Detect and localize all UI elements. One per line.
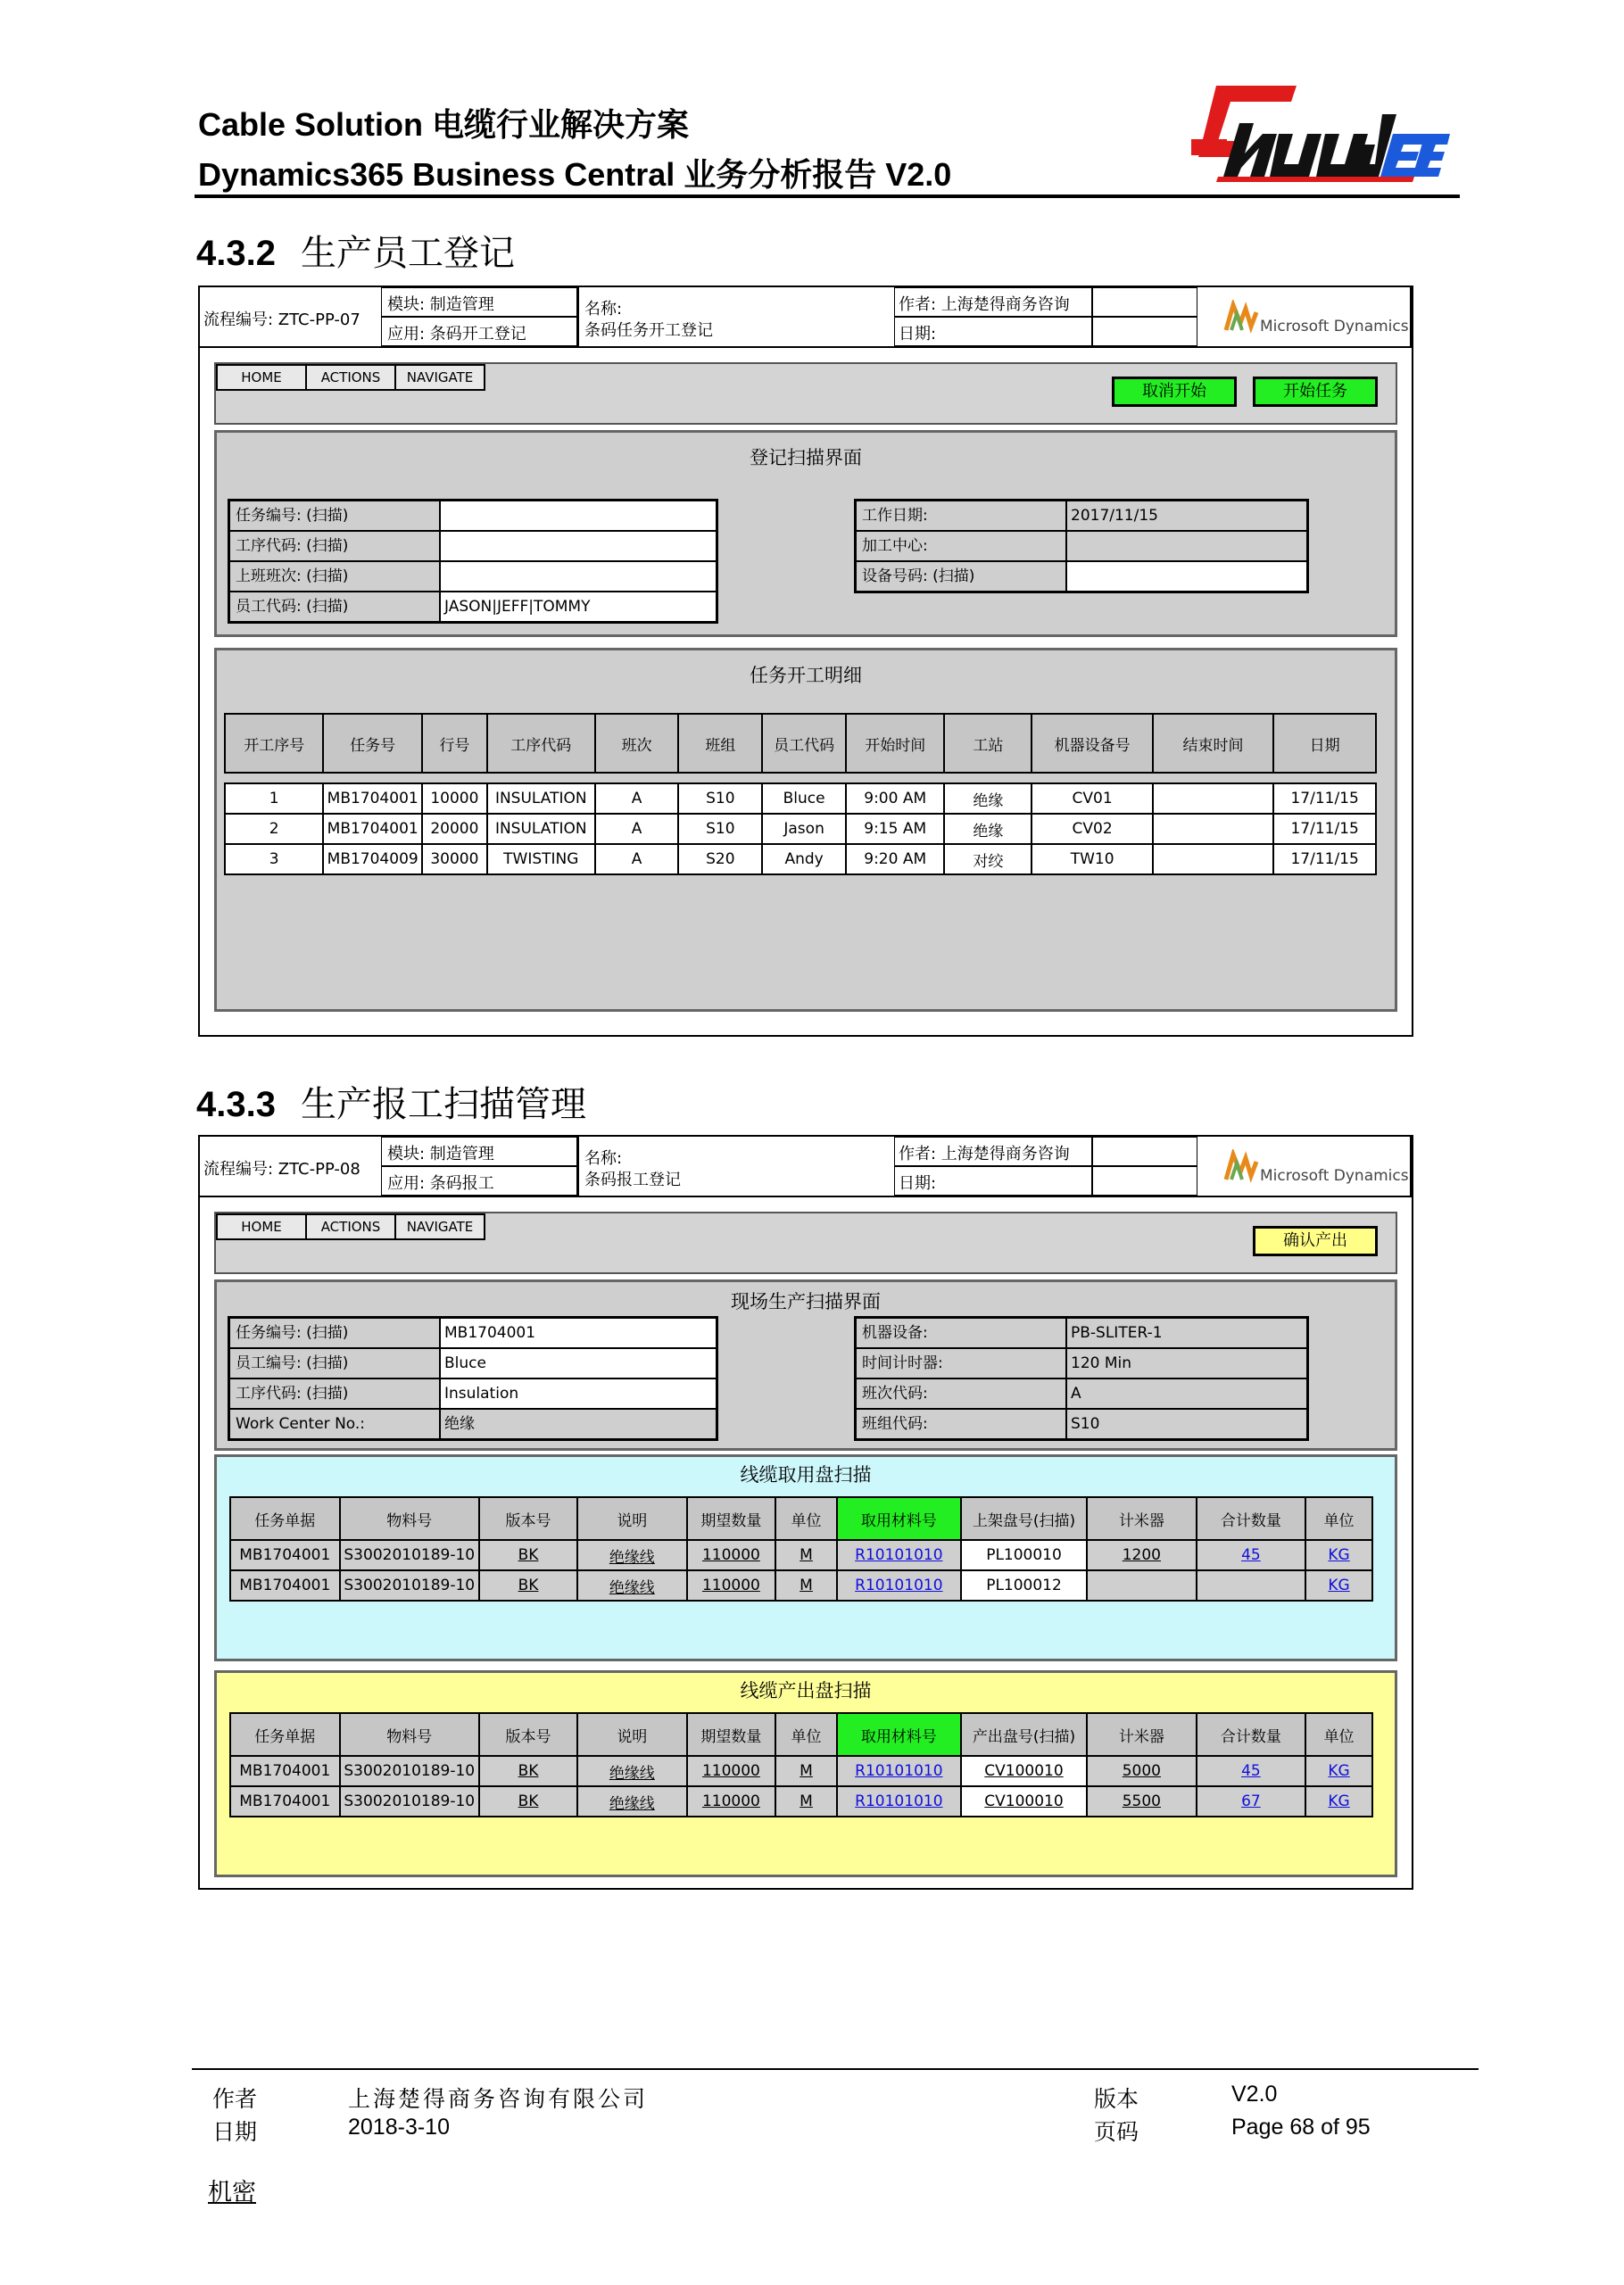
work-center-value: 绝缘 xyxy=(440,1409,717,1439)
machine-value: PB-SLITER-1 xyxy=(1066,1318,1307,1348)
consume-table xyxy=(229,1496,1373,1602)
material-link[interactable]: R10101010 xyxy=(837,1570,961,1601)
col-header: 员工代码 xyxy=(762,714,846,773)
table-cell: 绝缘线 xyxy=(577,1540,687,1570)
field-shift-code xyxy=(856,1378,1307,1409)
unit-link[interactable]: KG xyxy=(1305,1540,1372,1570)
section-number: 4.3.2 xyxy=(196,234,276,273)
reel-scan-input[interactable]: PL100012 xyxy=(961,1570,1087,1601)
process-number: 流程编号: ZTC-PP-08 xyxy=(203,1160,360,1179)
meta-header xyxy=(200,287,1412,348)
col-header: 产出盘号(扫描) xyxy=(961,1713,1087,1756)
table-cell: 9:00 AM xyxy=(846,783,944,814)
field-label: 工作日期: xyxy=(856,501,1066,531)
table-cell: 绝缘线 xyxy=(577,1756,687,1786)
table-cell: 对绞 xyxy=(944,844,1032,874)
col-header: 班组 xyxy=(678,714,762,773)
scan-panel xyxy=(214,430,1397,637)
col-header: 机器设备号 xyxy=(1032,714,1152,773)
process-frame-432 xyxy=(198,286,1413,1037)
start-detail-table xyxy=(224,713,1377,875)
module-label: 模块: 制造管理 xyxy=(381,1137,577,1166)
field-label: 任务编号: (扫描) xyxy=(229,501,440,531)
work-date-value: 2017/11/15 xyxy=(1066,501,1307,531)
col-header: 日期 xyxy=(1273,714,1376,773)
unit-link[interactable]: KG xyxy=(1305,1570,1372,1601)
col-header: 任务单据 xyxy=(230,1713,340,1756)
table-cell: INSULATION xyxy=(487,814,595,844)
col-header: 单位 xyxy=(1305,1713,1372,1756)
footer-date-label: 日期 xyxy=(212,2119,258,2145)
footer-page-label: 页码 xyxy=(1094,2119,1139,2145)
table-cell: 30000 xyxy=(422,844,487,874)
action-toolbar xyxy=(214,362,1397,425)
table-row[interactable] xyxy=(230,1570,1372,1601)
table-cell: MB1704001 xyxy=(323,814,421,844)
table-cell: MB1704001 xyxy=(230,1570,340,1601)
brand-text: Microsoft Dynamics xyxy=(1260,318,1409,335)
table-cell xyxy=(1153,783,1273,814)
section-heading-433 xyxy=(196,1076,586,1127)
table-cell: CV02 xyxy=(1032,814,1152,844)
table-row[interactable] xyxy=(225,783,1376,814)
table-cell: 2 xyxy=(225,814,323,844)
table-cell: Andy xyxy=(762,844,846,874)
brand-text: Microsoft Dynamics xyxy=(1260,1167,1409,1185)
total-qty-link[interactable]: 45 xyxy=(1197,1540,1306,1570)
output-table xyxy=(229,1712,1373,1817)
field-device xyxy=(856,561,1307,592)
table-cell: 3 xyxy=(225,844,323,874)
table-cell: 绝缘 xyxy=(944,783,1032,814)
nav-actions[interactable]: ACTIONS xyxy=(305,1213,396,1240)
table-cell xyxy=(1153,844,1273,874)
table-cell: Jason xyxy=(762,814,846,844)
table-cell: M xyxy=(775,1540,837,1570)
footer-date: 2018-3-10 xyxy=(348,2115,450,2140)
table-row[interactable] xyxy=(225,814,1376,844)
shift-code-value: A xyxy=(1066,1378,1307,1409)
reel-scan-input[interactable]: CV100010 xyxy=(961,1756,1087,1786)
name-value: 条码报工登记 xyxy=(584,1171,681,1189)
scan-panel-title: 登记扫描界面 xyxy=(750,447,862,468)
footer-rule xyxy=(192,2068,1479,2070)
col-header: 物料号 xyxy=(340,1713,479,1756)
table-cell: A xyxy=(595,844,679,874)
team-code-value: S10 xyxy=(1066,1409,1307,1439)
doc-header-title-1: Cable Solution 电缆行业解决方案 xyxy=(198,106,690,143)
col-header: 合计数量 xyxy=(1197,1497,1306,1540)
col-header: 上架盘号(扫描) xyxy=(961,1497,1087,1540)
module-label: 模块: 制造管理 xyxy=(381,287,577,317)
table-cell: MB1704001 xyxy=(230,1540,340,1570)
table-cell: 20000 xyxy=(422,814,487,844)
table-cell: 17/11/15 xyxy=(1273,814,1376,844)
col-header: 结束时间 xyxy=(1153,714,1273,773)
table-cell: S10 xyxy=(678,814,762,844)
total-qty-link[interactable]: 45 xyxy=(1197,1756,1306,1786)
consume-panel-title: 线缆取用盘扫描 xyxy=(740,1464,872,1486)
doc-header-title-2: Dynamics365 Business Central 业务分析报告 V2.0 xyxy=(198,156,952,193)
nav-home[interactable]: HOME xyxy=(216,364,307,391)
spacer-cell xyxy=(225,773,1376,783)
table-cell: 110000 xyxy=(687,1570,776,1601)
field-label: 加工中心: xyxy=(856,531,1066,561)
nav-navigate[interactable]: NAVIGATE xyxy=(394,1213,485,1240)
table-header-row xyxy=(225,714,1376,773)
col-header: 计米器 xyxy=(1087,1497,1197,1540)
table-cell: 绝缘 xyxy=(944,814,1032,844)
table-cell xyxy=(1087,1570,1197,1601)
table-cell: S20 xyxy=(678,844,762,874)
table-cell: A xyxy=(595,814,679,844)
col-header: 单位 xyxy=(1305,1497,1372,1540)
table-cell: S3002010189-10 xyxy=(340,1786,479,1817)
microsoft-dynamics-icon xyxy=(1222,300,1260,334)
name-label: 名称: xyxy=(584,300,623,319)
material-link[interactable]: R10101010 xyxy=(837,1756,961,1786)
material-link[interactable]: R10101010 xyxy=(837,1786,961,1817)
confidential-label: 机密 xyxy=(208,2179,256,2206)
table-cell: 9:15 AM xyxy=(846,814,944,844)
field-employee xyxy=(229,592,717,622)
table-cell: 110000 xyxy=(687,1786,776,1817)
field-label: 时间计时器: xyxy=(856,1348,1066,1378)
field-label: 班组代码: xyxy=(856,1409,1066,1439)
detail-panel-title: 任务开工明细 xyxy=(750,665,862,686)
col-header: 说明 xyxy=(577,1497,687,1540)
col-header: 取用材料号 xyxy=(837,1713,961,1756)
field-timer xyxy=(856,1348,1307,1378)
field-employee xyxy=(229,1348,717,1378)
table-cell: M xyxy=(775,1570,837,1601)
right-field-group xyxy=(854,499,1309,593)
field-label: 设备号码: (扫描) xyxy=(856,561,1066,592)
output-scan-panel xyxy=(214,1670,1397,1877)
field-task-no xyxy=(229,1318,717,1348)
col-header: 取用材料号 xyxy=(837,1497,961,1540)
app-label: 应用: 条码开工登记 xyxy=(381,317,577,346)
consume-scan-panel xyxy=(214,1454,1397,1661)
col-header: 工站 xyxy=(944,714,1032,773)
field-label: 上班班次: (扫描) xyxy=(229,561,440,592)
material-link[interactable]: R10101010 xyxy=(837,1540,961,1570)
col-header: 期望数量 xyxy=(687,1497,776,1540)
op-code-input[interactable] xyxy=(440,531,717,561)
field-team-code xyxy=(856,1409,1307,1439)
field-op-code xyxy=(229,531,717,561)
date-label: 日期: xyxy=(894,317,1197,346)
col-header: 开工序号 xyxy=(225,714,323,773)
table-row[interactable] xyxy=(230,1540,1372,1570)
field-work-date xyxy=(856,501,1307,531)
field-label: 员工代码: (扫描) xyxy=(229,592,440,622)
table-cell: BK xyxy=(479,1756,577,1786)
table-cell: M xyxy=(775,1786,837,1817)
app-label: 应用: 条码报工 xyxy=(381,1166,577,1196)
table-cell: Bluce xyxy=(762,783,846,814)
field-label: Work Center No.: xyxy=(229,1409,440,1439)
table-header-row xyxy=(230,1713,1372,1756)
author-label: 作者: 上海楚得商务咨询 xyxy=(894,287,1197,317)
section-number: 4.3.3 xyxy=(196,1085,276,1124)
chudee-logo xyxy=(1191,79,1450,190)
table-cell: 5500 xyxy=(1087,1786,1197,1817)
table-cell: S3002010189-10 xyxy=(340,1570,479,1601)
table-cell: 110000 xyxy=(687,1756,776,1786)
total-qty-link[interactable] xyxy=(1197,1570,1306,1601)
table-cell: BK xyxy=(479,1540,577,1570)
process-number: 流程编号: ZTC-PP-07 xyxy=(203,310,360,329)
cancel-start-button[interactable]: 取消开始 xyxy=(1112,377,1237,407)
field-label: 任务编号: (扫描) xyxy=(229,1318,440,1348)
field-label: 班次代码: xyxy=(856,1378,1066,1409)
table-cell: MB1704009 xyxy=(323,844,421,874)
table-row[interactable] xyxy=(230,1756,1372,1786)
table-row[interactable] xyxy=(225,844,1376,874)
left-field-group xyxy=(228,499,718,624)
table-cell: 5000 xyxy=(1087,1756,1197,1786)
table-cell: CV01 xyxy=(1032,783,1152,814)
table-spacer xyxy=(225,773,1376,783)
col-header: 单位 xyxy=(775,1713,837,1756)
device-input[interactable] xyxy=(1066,561,1307,592)
left-field-group xyxy=(228,1316,718,1441)
col-header: 合计数量 xyxy=(1197,1713,1306,1756)
field-machine xyxy=(856,1318,1307,1348)
table-cell: TWISTING xyxy=(487,844,595,874)
table-cell: S3002010189-10 xyxy=(340,1540,479,1570)
section-title: 生产员工登记 xyxy=(300,233,515,274)
action-toolbar xyxy=(214,1212,1397,1274)
op-code-input[interactable]: Insulation xyxy=(440,1378,717,1409)
table-row[interactable] xyxy=(230,1786,1372,1817)
work-center-value xyxy=(1066,531,1307,561)
col-header: 任务号 xyxy=(323,714,421,773)
table-cell: TW10 xyxy=(1032,844,1152,874)
table-cell: MB1704001 xyxy=(230,1756,340,1786)
task-no-input[interactable]: MB1704001 xyxy=(440,1318,717,1348)
table-cell: 绝缘线 xyxy=(577,1786,687,1817)
footer-author-label: 作者 xyxy=(212,2086,258,2112)
shift-input[interactable] xyxy=(440,561,717,592)
section-heading-432 xyxy=(196,225,515,276)
nav-navigate[interactable]: NAVIGATE xyxy=(394,364,485,391)
task-no-input[interactable] xyxy=(440,501,717,531)
table-cell: 9:20 AM xyxy=(846,844,944,874)
col-header: 单位 xyxy=(775,1497,837,1540)
col-header: 行号 xyxy=(422,714,487,773)
table-cell: 绝缘线 xyxy=(577,1570,687,1601)
table-cell: 10000 xyxy=(422,783,487,814)
table-cell: 17/11/15 xyxy=(1273,783,1376,814)
table-cell: 110000 xyxy=(687,1540,776,1570)
reel-scan-input[interactable]: CV100010 xyxy=(961,1786,1087,1817)
table-cell: M xyxy=(775,1756,837,1786)
table-cell: INSULATION xyxy=(487,783,595,814)
table-header-row xyxy=(230,1497,1372,1540)
table-cell: MB1704001 xyxy=(230,1786,340,1817)
header-rule xyxy=(195,195,1460,198)
col-header: 版本号 xyxy=(479,1497,577,1540)
field-op-code xyxy=(229,1378,717,1409)
col-header: 说明 xyxy=(577,1713,687,1756)
microsoft-dynamics-icon xyxy=(1222,1149,1260,1183)
field-label: 机器设备: xyxy=(856,1318,1066,1348)
table-cell: BK xyxy=(479,1786,577,1817)
col-header: 物料号 xyxy=(340,1497,479,1540)
table-cell: S10 xyxy=(678,783,762,814)
table-cell xyxy=(1153,814,1273,844)
col-header: 计米器 xyxy=(1087,1713,1197,1756)
output-panel-title: 线缆产出盘扫描 xyxy=(740,1680,872,1701)
footer-page: Page 68 of 95 xyxy=(1231,2115,1371,2140)
col-header: 版本号 xyxy=(479,1713,577,1756)
reel-scan-input[interactable]: PL100010 xyxy=(961,1540,1087,1570)
detail-panel xyxy=(214,648,1397,1012)
scan-panel-title: 现场生产扫描界面 xyxy=(731,1291,881,1312)
name-label: 名称: xyxy=(584,1149,623,1168)
unit-link[interactable]: KG xyxy=(1305,1786,1372,1817)
total-qty-link[interactable]: 67 xyxy=(1197,1786,1306,1817)
nav-actions[interactable]: ACTIONS xyxy=(305,364,396,391)
col-header: 班次 xyxy=(595,714,679,773)
col-header: 任务单据 xyxy=(230,1497,340,1540)
employee-input[interactable]: Bluce xyxy=(440,1348,717,1378)
section-title: 生产报工扫描管理 xyxy=(300,1084,586,1125)
employee-input[interactable]: JASON|JEFF|TOMMY xyxy=(440,592,717,622)
table-cell: MB1704001 xyxy=(323,783,421,814)
field-work-center xyxy=(856,531,1307,561)
table-cell: 1 xyxy=(225,783,323,814)
field-task-no xyxy=(229,501,717,531)
meta-header xyxy=(200,1137,1412,1197)
unit-link[interactable]: KG xyxy=(1305,1756,1372,1786)
confirm-output-button[interactable]: 确认产出 xyxy=(1253,1226,1378,1256)
table-cell: 1200 xyxy=(1087,1540,1197,1570)
table-cell: BK xyxy=(479,1570,577,1601)
process-frame-433 xyxy=(198,1135,1413,1890)
footer-author: 上海楚得商务咨询有限公司 xyxy=(348,2086,649,2112)
start-task-button[interactable]: 开始任务 xyxy=(1253,377,1378,407)
timer-value: 120 Min xyxy=(1066,1348,1307,1378)
table-cell: A xyxy=(595,783,679,814)
table-cell: S3002010189-10 xyxy=(340,1756,479,1786)
date-label: 日期: xyxy=(894,1166,1197,1196)
name-value: 条码任务开工登记 xyxy=(584,321,713,340)
field-label: 工序代码: (扫描) xyxy=(229,531,440,561)
nav-home[interactable]: HOME xyxy=(216,1213,307,1240)
table-cell: 17/11/15 xyxy=(1273,844,1376,874)
footer-version-label: 版本 xyxy=(1094,2086,1139,2112)
field-label: 员工编号: (扫描) xyxy=(229,1348,440,1378)
author-label: 作者: 上海楚得商务咨询 xyxy=(894,1137,1197,1166)
field-shift xyxy=(229,561,717,592)
right-field-group xyxy=(854,1316,1309,1441)
col-header: 开始时间 xyxy=(846,714,944,773)
field-work-center xyxy=(229,1409,717,1439)
col-header: 工序代码 xyxy=(487,714,595,773)
col-header: 期望数量 xyxy=(687,1713,776,1756)
field-label: 工序代码: (扫描) xyxy=(229,1378,440,1409)
footer-version: V2.0 xyxy=(1231,2082,1278,2107)
scan-panel xyxy=(214,1279,1397,1451)
